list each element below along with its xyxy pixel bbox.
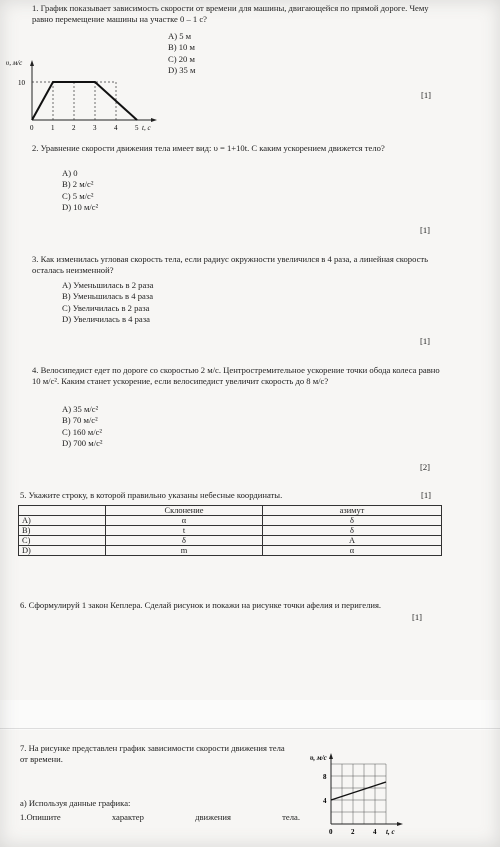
x-tick-1: 1 xyxy=(51,124,55,132)
x-tick-5: 5 xyxy=(135,124,139,132)
table-row[interactable] xyxy=(19,536,442,546)
azimuth-cell: δ xyxy=(263,526,442,536)
velocity-time-graph-7 xyxy=(306,752,426,842)
option-c: C) 5 м/с² xyxy=(62,190,94,201)
table-row[interactable] xyxy=(19,516,442,526)
table-row[interactable] xyxy=(19,546,442,556)
table-row[interactable] xyxy=(19,526,442,536)
item-word: тела. xyxy=(282,812,300,822)
item-word: характер xyxy=(111,812,144,822)
row-label: A) xyxy=(19,516,106,526)
x-tick-2: 2 xyxy=(351,828,355,836)
row-label: D) xyxy=(19,546,106,556)
y-axis-arrow xyxy=(329,753,333,759)
velocity-line xyxy=(32,82,137,120)
declination-cell: m xyxy=(106,546,263,556)
question-6-mark: [1] xyxy=(412,612,423,622)
option-d: D) 35 м xyxy=(168,65,196,76)
question-3-options xyxy=(62,280,154,325)
x-tick-4: 4 xyxy=(114,124,118,132)
x-axis-label: t, с xyxy=(142,124,151,132)
x-tick-4: 4 xyxy=(373,828,377,836)
item-word: 1.Опишите xyxy=(20,812,61,822)
azimuth-cell: α xyxy=(263,546,442,556)
x-tick-0: 0 xyxy=(329,828,333,836)
option-b: B) 10 м xyxy=(168,42,195,53)
row-label: C) xyxy=(19,536,106,546)
question-7-item-1 xyxy=(20,812,300,823)
celestial-coordinates-table xyxy=(18,505,442,556)
question-4-text: 4. Велосипедист едет по дороге со скоростью 2 м/с. Центростремительное ускорение точки обода колеса равно 10 м/с². Каким станет ускорение, если велосипедист увеличит скорость до 8 м/с? xyxy=(32,365,440,387)
page-gap xyxy=(0,700,500,730)
row-label: B) xyxy=(19,526,106,536)
question-4-mark: [2] xyxy=(420,462,431,472)
x-axis-arrow xyxy=(397,822,403,826)
table-header-declination: Склонение xyxy=(106,506,263,516)
question-7-text: 7. На рисунке представлен график зависимости скорости движения тела от времени. xyxy=(20,743,285,765)
y-axis-label: υ, м/с xyxy=(310,754,327,762)
y-tick-10: 10 xyxy=(18,79,25,87)
option-d: D) Увеличилась в 4 раза xyxy=(62,314,150,325)
item-word: движения xyxy=(195,812,231,822)
velocity-line xyxy=(331,782,386,800)
question-1-options xyxy=(168,31,195,76)
option-b: B) 70 м/с² xyxy=(62,415,98,426)
option-d: D) 700 м/с² xyxy=(62,438,103,449)
declination-cell: α xyxy=(106,516,263,526)
option-a: A) 0 xyxy=(62,168,78,178)
option-a: A) 5 м xyxy=(168,31,192,41)
question-4-options xyxy=(62,404,102,449)
question-6-text: 6. Сформулируй 1 закон Кеплера. Сделай рисунок и покажи на рисунке точки афелия и перигелия. xyxy=(20,600,382,610)
question-2-options xyxy=(62,168,98,213)
table-header-azimuth: азимут xyxy=(263,506,442,516)
x-tick-3: 3 xyxy=(93,124,97,132)
table-header-blank xyxy=(19,506,106,516)
question-7-sub-a: а) Используя данные графика: xyxy=(20,798,131,808)
question-5-mark: [1] xyxy=(421,490,432,500)
y-tick-4: 4 xyxy=(323,797,327,805)
y-axis-label: υ, м/с xyxy=(6,59,23,67)
declination-cell: δ xyxy=(106,536,263,546)
azimuth-cell: δ xyxy=(263,516,442,526)
option-b: B) 2 м/с² xyxy=(62,179,94,190)
option-b: B) Уменьшилась в 4 раза xyxy=(62,291,154,302)
option-c: C) Увеличилась в 2 раза xyxy=(62,302,150,313)
question-2-mark: [1] xyxy=(420,225,431,235)
y-tick-8: 8 xyxy=(323,773,327,781)
option-a: A) 35 м/с² xyxy=(62,404,99,414)
x-tick-0: 0 xyxy=(30,124,34,132)
option-c: C) 160 м/с² xyxy=(62,426,102,437)
question-1-mark: [1] xyxy=(421,90,432,100)
question-1-text: 1. График показывает зависимость скорости от времени для машины, двигающейся по прямой дороге. Чему равно перемещение машины на участке 0 – 1 с? xyxy=(32,3,429,25)
option-d: D) 10 м/с² xyxy=(62,202,99,213)
x-axis-arrow xyxy=(151,118,157,122)
y-axis-arrow xyxy=(30,60,34,66)
page-divider xyxy=(0,728,500,729)
graph-grid xyxy=(331,764,386,824)
x-tick-2: 2 xyxy=(72,124,76,132)
question-2-text: 2. Уравнение скорости движения тела имеет вид: υ = 1+10t. С каким ускорением движется тело? xyxy=(32,143,385,153)
azimuth-cell: A xyxy=(263,536,442,546)
velocity-time-graph-1 xyxy=(4,56,164,136)
question-3-mark: [1] xyxy=(420,336,431,346)
question-5-text: 5. Укажите строку, в которой правильно указаны небесные координаты. xyxy=(20,490,283,500)
table-header-row xyxy=(19,506,442,516)
option-c: C) 20 м xyxy=(168,53,195,64)
option-a: A) Уменьшилась в 2 раза xyxy=(62,280,154,290)
declination-cell: t xyxy=(106,526,263,536)
x-axis-label: t, с xyxy=(386,828,395,836)
question-3-text: 3. Как изменилась угловая скорость тела, если радиус окружности увеличился в 4 раза, а линейная скорость осталась неизменной? xyxy=(32,254,429,276)
